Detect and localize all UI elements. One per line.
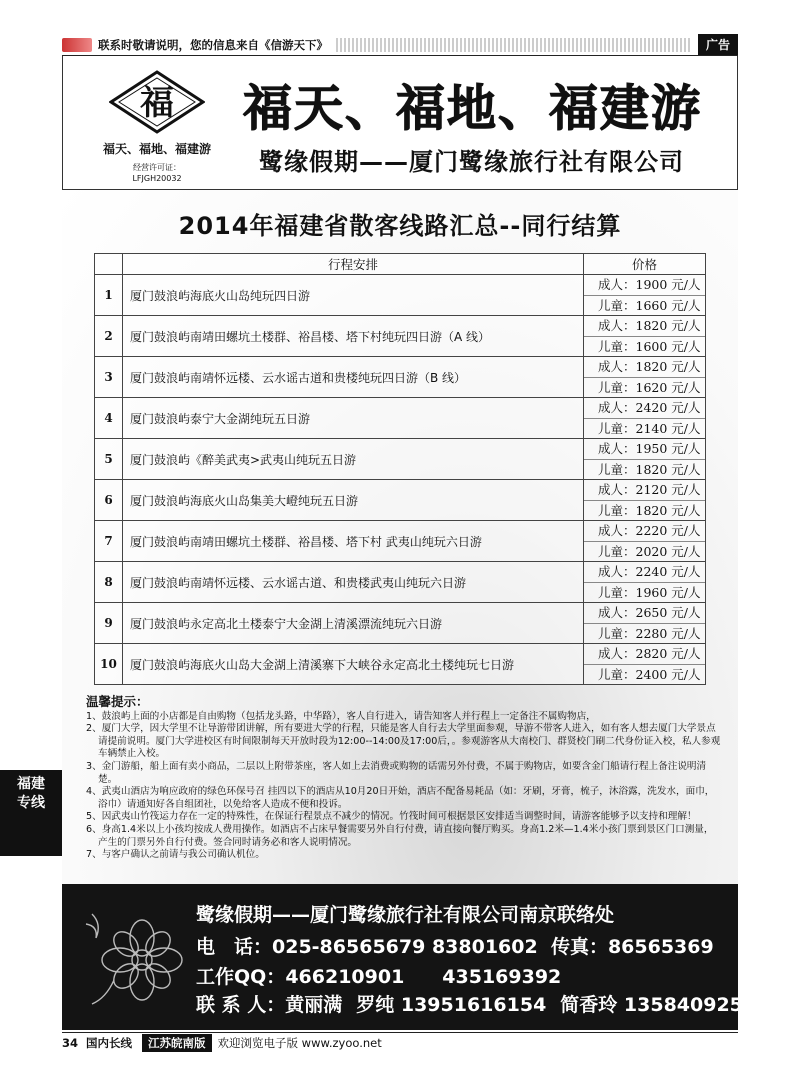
route-name: 厦门鼓浪屿海底火山岛集美大嶝纯玩五日游	[123, 480, 584, 521]
tips-list	[86, 711, 722, 862]
tips-title: 温馨提示：	[86, 694, 149, 709]
child-price: 儿童：1820 元/人	[584, 500, 705, 520]
row-number: 2	[95, 316, 123, 357]
adult-price: 成人：1820 元/人	[598, 318, 701, 333]
table-header-row	[95, 254, 706, 275]
adult-price: 成人：2240 元/人	[598, 564, 701, 579]
website-link[interactable]: 欢迎浏览电子版 www.zyoo.net	[217, 1035, 382, 1050]
tip-item: 4、武夷山酒店为响应政府的绿色环保号召 挂四以下的酒店从10月20日开始，酒店不配备易耗品（如：牙刷，牙膏，梳子，沐浴露，洗发水，面巾，浴巾）请通知好各自组团社，以免给客人造成不便和投诉。	[86, 786, 715, 810]
child-price: 儿童：2280 元/人	[584, 623, 705, 643]
table-row	[95, 357, 706, 398]
contact-block	[62, 884, 770, 1030]
contact-phone-line	[196, 932, 714, 959]
route-price	[584, 316, 706, 357]
row-number: 1	[95, 275, 123, 316]
route-name: 厦门鼓浪屿南靖怀远楼、云水谣古道、和贵楼武夷山纯玩六日游	[123, 562, 584, 603]
route-name: 厦门鼓浪屿海底火山岛大金湖上清溪寨下大峡谷永定高北土楼纯玩七日游	[123, 644, 584, 685]
flower-icon	[72, 894, 202, 1024]
route-price	[584, 562, 706, 603]
adult-price: 成人：1820 元/人	[598, 359, 701, 374]
slogan-heading: 福天、福地、福建游	[243, 80, 703, 137]
tip-item: 7、与客户确认之前请与我公司确认机位。	[86, 849, 265, 861]
table-row	[95, 398, 706, 439]
child-price: 儿童：2140 元/人	[584, 418, 705, 438]
child-price: 儿童：2400 元/人	[584, 664, 705, 684]
row-number: 6	[95, 480, 123, 521]
tip-item: 1、鼓浪屿上面的小店都是自由购物（包括龙头路，中华路），客人自行进入，请告知客人并行程上一定备注不属购物店，	[86, 710, 596, 722]
table-row	[95, 439, 706, 480]
table-row	[95, 521, 706, 562]
contact-person-2: 罗纯 13951616154	[356, 994, 547, 1016]
route-price	[584, 644, 706, 685]
page-number: 34	[62, 1035, 79, 1050]
table-row	[95, 316, 706, 357]
header-route: 行程安排	[123, 254, 584, 275]
phone-label: 电 话：	[196, 936, 273, 958]
tip-item: 2、厦门大学，因大学里不让导游带团讲解，所有要进大学的行程，只能是客人自行去大学里面参观，导游不带客人进入，如有客人想去厦门大学景点请提前说明。厦门大学进校区有时间限制每天开放时段为12:00--14:00及17:00后，。参观游客从大南校门、群贤校门刷二代身份证入校，私人参观车辆禁止入校。	[86, 723, 721, 760]
source-note: 联系时敬请说明，您的信息来自《信游天下》	[98, 37, 328, 52]
diamond-logo-icon	[109, 70, 205, 134]
qq-numbers: 466210901 435169392	[285, 966, 562, 988]
phone-numbers: 025-86565679 83801602	[272, 936, 538, 958]
child-price: 儿童：1620 元/人	[584, 377, 705, 397]
ad-tag: 广告	[698, 34, 738, 55]
adult-price: 成人：1950 元/人	[598, 441, 701, 456]
route-price	[584, 521, 706, 562]
edition-badge: 江苏皖南版	[142, 1034, 212, 1052]
table-row	[95, 562, 706, 603]
header-num	[95, 254, 123, 275]
tip-item: 5、因武夷山竹筏运力存在一定的特殊性，在保证行程景点不减少的情况。竹筏时间可根据景区安排适当调整时间，请游客能够予以支持和理解！	[86, 811, 697, 823]
license-code: LFJGH20032	[132, 174, 182, 183]
child-price: 儿童：1660 元/人	[584, 295, 705, 315]
contact-person-1: 黄丽满	[285, 994, 343, 1016]
child-price: 儿童：1960 元/人	[584, 582, 705, 602]
section-side-tab	[0, 770, 62, 856]
adult-price: 成人：2650 元/人	[598, 605, 701, 620]
route-price	[584, 357, 706, 398]
footer-section: 国内长线	[86, 1035, 133, 1050]
child-price: 儿童：2020 元/人	[584, 541, 705, 561]
row-number: 3	[95, 357, 123, 398]
license-label: 经营许可证：	[133, 163, 181, 172]
row-number: 7	[95, 521, 123, 562]
qq-label: 工作QQ：	[196, 966, 286, 988]
person-label: 联 系 人：	[196, 994, 286, 1016]
contact-qq-line	[196, 962, 561, 989]
logo-char: 福	[140, 83, 174, 123]
routes-table-body	[95, 275, 706, 685]
table-row	[95, 603, 706, 644]
top-strip	[62, 34, 738, 56]
ad-header	[62, 56, 738, 190]
contact-person-3: 简香玲 13584092511	[560, 994, 770, 1016]
adult-price: 成人：1900 元/人	[598, 277, 701, 292]
row-number: 8	[95, 562, 123, 603]
route-name: 厦门鼓浪屿南靖田螺坑土楼群、裕昌楼、塔下村纯玩四日游（A 线）	[123, 316, 584, 357]
company-name: 鹭缘假期——厦门鹭缘旅行社有限公司	[259, 148, 684, 176]
child-price: 儿童：1600 元/人	[584, 336, 705, 356]
table-row	[95, 644, 706, 685]
contact-person-line	[196, 990, 769, 1017]
page-footer	[62, 1032, 738, 1052]
row-number: 9	[95, 603, 123, 644]
contact-office: 鹭缘假期——厦门鹭缘旅行社有限公司南京联络处	[196, 904, 615, 926]
route-name: 厦门鼓浪屿《醉美武夷>武夷山纯玩五日游	[123, 439, 584, 480]
adult-price: 成人：2120 元/人	[598, 482, 701, 497]
decorative-hatch	[336, 38, 690, 52]
magazine-logo	[62, 38, 92, 52]
route-price	[584, 480, 706, 521]
fax-number: 86565369	[607, 936, 714, 958]
route-name: 厦门鼓浪屿南靖田螺坑土楼群、裕昌楼、塔下村 武夷山纯玩六日游	[123, 521, 584, 562]
route-name: 厦门鼓浪屿永定高北土楼泰宁大金湖上清溪漂流纯玩六日游	[123, 603, 584, 644]
side-tab-line1: 福建	[17, 776, 45, 792]
route-price	[584, 439, 706, 480]
route-price	[584, 275, 706, 316]
table-row	[95, 275, 706, 316]
route-name: 厦门鼓浪屿海底火山岛纯玩四日游	[123, 275, 584, 316]
adult-price: 成人：2420 元/人	[598, 400, 701, 415]
agency-logo	[87, 70, 227, 188]
child-price: 儿童：1820 元/人	[584, 459, 705, 479]
main-section	[62, 190, 738, 884]
page-title: 2014年福建省散客线路汇总--同行结算	[178, 212, 622, 240]
row-number: 4	[95, 398, 123, 439]
routes-table	[94, 253, 706, 685]
row-number: 5	[95, 439, 123, 480]
tips-section	[86, 696, 722, 862]
row-number: 10	[95, 644, 123, 685]
logo-caption: 福天、福地、福建游	[102, 142, 211, 156]
route-name: 厦门鼓浪屿南靖怀远楼、云水谣古道和贵楼纯玩四日游（B 线）	[123, 357, 584, 398]
route-name: 厦门鼓浪屿泰宁大金湖纯玩五日游	[123, 398, 584, 439]
table-row	[95, 480, 706, 521]
adult-price: 成人：2220 元/人	[598, 523, 701, 538]
route-price	[584, 603, 706, 644]
tip-item: 3、金门游船，船上面有卖小商品，二层以上附带茶座，客人如上去消费或购物的话需另外付费，不属于购物店，如要含金门船请行程上备注说明清楚。	[86, 760, 707, 785]
fax-label: 传真：	[550, 936, 608, 958]
tip-item: 6、身高1.4米以上小孩均按成人费用操作。如酒店不占床早餐需要另外自行付费，请直接向餐厅购买。身高1.2米—1.4米小孩门票到景区门口测量，产生的门票另外自行付费。签合同时请务必和客人说明情况。	[86, 823, 714, 848]
side-tab-line2: 专线	[17, 795, 45, 811]
adult-price: 成人：2820 元/人	[598, 646, 701, 661]
header-price: 价格	[584, 254, 706, 275]
route-price	[584, 398, 706, 439]
